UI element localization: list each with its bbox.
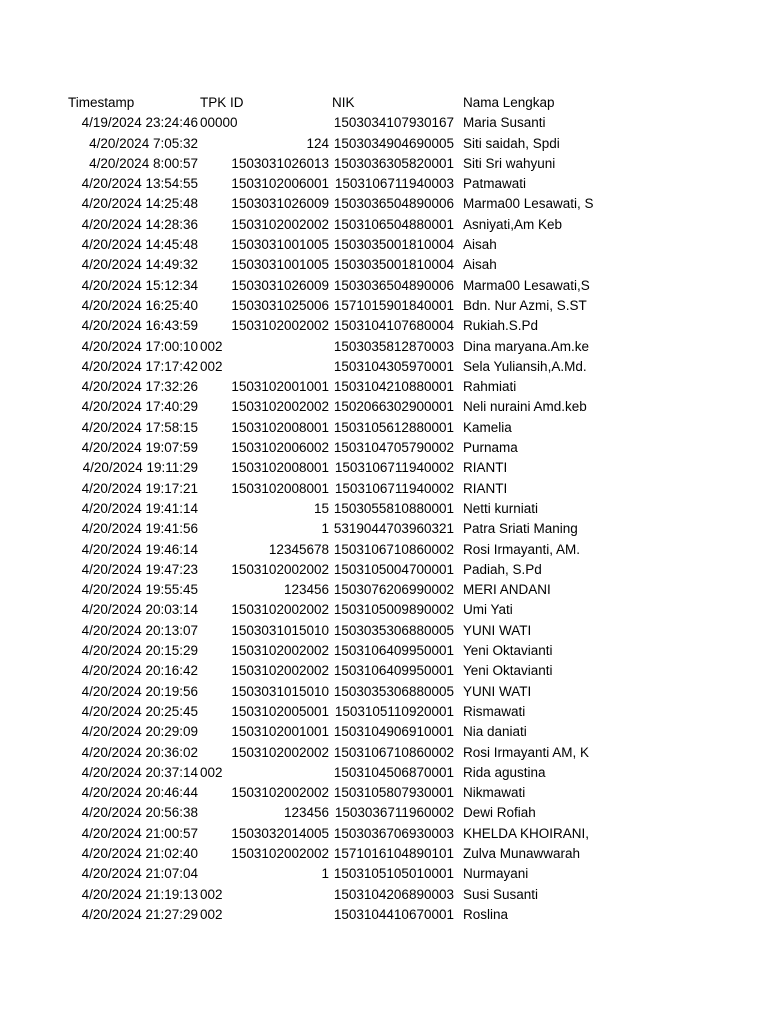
cell-tpk-id: 1503102001001	[231, 724, 329, 740]
cell-nama-lengkap: Susi Susanti	[463, 886, 539, 902]
cell-nama-lengkap: RIANTI	[463, 460, 508, 476]
table-row	[68, 418, 594, 438]
table-row	[68, 438, 594, 458]
cell-timestamp: 4/20/2024 17:00:10	[81, 338, 198, 354]
cell-tpk-id: 1	[321, 521, 329, 537]
cell-tpk-id: 002	[200, 886, 223, 902]
cell-tpk-id: 1503032014005	[231, 825, 329, 841]
cell-nama-lengkap: KHELDA KHOIRANI,	[463, 825, 590, 841]
cell-nama-lengkap: Sela Yuliansih,A.Md.	[463, 358, 587, 374]
cell-nik: 1503035001810004	[333, 237, 454, 253]
cell-tpk-id: 1503102002002	[231, 744, 329, 760]
cell-nama-lengkap: Maria Susanti	[463, 115, 546, 131]
cell-tpk-id: 002	[200, 338, 223, 354]
cell-tpk-id: 1503102008001	[231, 460, 329, 476]
cell-nik: 5319044703960321	[333, 521, 454, 537]
cell-nama-lengkap: Padiah, S.Pd	[463, 561, 542, 577]
table-row	[68, 621, 594, 641]
table-row	[68, 337, 594, 357]
cell-timestamp: 4/20/2024 8:00:57	[89, 155, 198, 171]
cell-timestamp: 4/20/2024 20:37:14	[81, 764, 198, 780]
cell-nama-lengkap: Siti saidah, Spdi	[463, 135, 560, 151]
table-row	[68, 479, 594, 499]
cell-nama-lengkap: YUNI WATI	[463, 683, 532, 699]
cell-nama-lengkap: Aisah	[463, 237, 497, 253]
cell-timestamp: 4/20/2024 21:02:40	[81, 845, 198, 861]
cell-tpk-id: 123456	[283, 582, 329, 598]
header-row	[68, 93, 594, 113]
cell-nama-lengkap: Bdn. Nur Azmi, S.ST	[463, 297, 587, 313]
cell-nik: 1503104906910001	[333, 724, 454, 740]
cell-timestamp: 4/20/2024 15:12:34	[81, 277, 198, 293]
cell-tpk-id: 1503102002002	[231, 602, 329, 618]
cell-nama-lengkap: Patra Sriati Maning	[463, 521, 578, 537]
cell-timestamp: 4/20/2024 21:19:13	[81, 886, 198, 902]
cell-nik: 1503106504880001	[333, 216, 454, 232]
cell-timestamp: 4/20/2024 21:00:57	[81, 825, 198, 841]
cell-tpk-id: 1503102002002	[231, 561, 329, 577]
cell-nik: 1503105105010001	[333, 866, 454, 882]
cell-tpk-id: 1503102002002	[231, 845, 329, 861]
header-nik: NIK	[332, 95, 355, 110]
cell-nama-lengkap: MERI ANDANI	[463, 582, 551, 598]
cell-tpk-id: 1503031025006	[231, 297, 329, 313]
cell-tpk-id: 1503102002002	[231, 785, 329, 801]
cell-nik: 1502066302900001	[333, 399, 454, 415]
cell-nama-lengkap: Zulva Munawwarah	[463, 845, 581, 861]
cell-timestamp: 4/20/2024 16:25:40	[81, 297, 198, 313]
cell-nama-lengkap: Purnama	[463, 440, 518, 456]
cell-nik: 1503035001810004	[333, 257, 454, 273]
cell-timestamp: 4/20/2024 20:15:29	[81, 643, 198, 659]
cell-timestamp: 4/20/2024 19:55:45	[81, 582, 198, 598]
table-row	[68, 458, 594, 478]
cell-nik: 1503034904690005	[333, 135, 454, 151]
cell-timestamp: 4/20/2024 14:45:48	[81, 237, 198, 253]
table-row	[68, 235, 594, 255]
cell-timestamp: 4/20/2024 13:54:55	[81, 176, 198, 192]
cell-tpk-id: 1503102002002	[231, 643, 329, 659]
cell-nik: 1571015901840001	[333, 297, 454, 313]
cell-nik: 1503055810880001	[333, 500, 454, 516]
cell-nik: 1503036504890006	[333, 277, 454, 293]
cell-timestamp: 4/20/2024 17:32:26	[81, 379, 198, 395]
cell-tpk-id: 1503102008001	[231, 480, 329, 496]
table-row	[68, 560, 594, 580]
cell-tpk-id: 124	[306, 135, 329, 151]
cell-timestamp: 4/20/2024 20:25:45	[81, 703, 198, 719]
cell-nik: 1503076206990002	[333, 582, 454, 598]
cell-nik: 1571016104890101	[333, 845, 454, 861]
cell-tpk-id: 1503031001005	[231, 237, 329, 253]
cell-tpk-id: 002	[200, 906, 223, 922]
cell-tpk-id: 1	[321, 866, 329, 882]
table-row	[68, 134, 594, 154]
table-row	[68, 905, 594, 925]
cell-nama-lengkap: Roslina	[463, 906, 509, 922]
cell-nama-lengkap: Rukiah.S.Pd	[463, 318, 539, 334]
cell-nik: 1503035306880005	[333, 683, 454, 699]
cell-timestamp: 4/20/2024 20:19:56	[81, 683, 198, 699]
cell-timestamp: 4/20/2024 16:43:59	[81, 318, 198, 334]
cell-nik: 1503104410670001	[333, 906, 454, 922]
cell-nik: 1503105110920001	[334, 703, 454, 719]
cell-tpk-id: 1503102002002	[231, 399, 329, 415]
cell-nama-lengkap: Rida agustina	[463, 764, 546, 780]
cell-nik: 1503035306880005	[333, 622, 454, 638]
table-row	[68, 174, 594, 194]
cell-nama-lengkap: RIANTI	[463, 480, 508, 496]
cell-timestamp: 4/20/2024 17:40:29	[81, 399, 198, 415]
cell-nama-lengkap: Nia daniati	[463, 724, 527, 740]
cell-nik: 1503104305970001	[333, 358, 454, 374]
table-row	[68, 600, 594, 620]
cell-nama-lengkap: Dewi Rofiah	[463, 805, 536, 821]
cell-timestamp: 4/20/2024 20:16:42	[81, 663, 198, 679]
cell-nik: 1503036706930003	[333, 825, 454, 841]
cell-nik: 1503105004700001	[333, 561, 454, 577]
cell-nama-lengkap: Nurmayani	[463, 866, 529, 882]
table-row	[68, 296, 594, 316]
cell-nik: 1503106409950001	[333, 643, 454, 659]
cell-tpk-id: 1503031026009	[231, 196, 329, 212]
cell-nama-lengkap: Umi Yati	[463, 602, 513, 618]
cell-tpk-id: 1503102005001	[231, 703, 329, 719]
cell-tpk-id: 1503102002002	[231, 216, 329, 232]
cell-timestamp: 4/20/2024 21:07:04	[81, 866, 198, 882]
cell-nik: 1503105807930001	[333, 785, 454, 801]
cell-nama-lengkap: Nikmawati	[463, 785, 526, 801]
cell-nik: 1503035812870003	[333, 338, 454, 354]
cell-tpk-id: 002	[200, 358, 223, 374]
table-row	[68, 641, 594, 661]
table-row	[68, 864, 594, 884]
cell-timestamp: 4/19/2024 23:24:46	[81, 115, 198, 131]
cell-timestamp: 4/20/2024 17:58:15	[81, 419, 198, 435]
table-row	[68, 885, 594, 905]
cell-tpk-id: 1503102008001	[231, 419, 329, 435]
header-nama-lengkap: Nama Lengkap	[463, 95, 555, 110]
table-row	[68, 113, 594, 133]
cell-nik: 1503034107930167	[333, 115, 454, 131]
cell-timestamp: 4/20/2024 17:17:42	[81, 358, 198, 374]
cell-tpk-id: 1503031015010	[231, 622, 329, 638]
header-timestamp: Timestamp	[68, 95, 135, 110]
cell-timestamp: 4/20/2024 20:03:14	[81, 602, 198, 618]
cell-nama-lengkap: Marma00 Lesawati,S	[463, 277, 590, 293]
cell-tpk-id: 1503031001005	[231, 257, 329, 273]
cell-nama-lengkap: Siti Sri wahyuni	[463, 155, 556, 171]
cell-nama-lengkap: Dina maryana.Am.ke	[463, 338, 590, 354]
table-row	[68, 722, 594, 742]
cell-nik: 1503104107680004	[333, 318, 454, 334]
table-row	[68, 844, 594, 864]
cell-nik: 1503036305820001	[333, 155, 454, 171]
cell-nama-lengkap: Patmawati	[463, 176, 527, 192]
header-tpk-id: TPK ID	[200, 95, 244, 110]
cell-nik: 1503105009890002	[333, 602, 454, 618]
cell-tpk-id: 002	[200, 764, 223, 780]
cell-timestamp: 4/20/2024 20:56:38	[81, 805, 198, 821]
table-row	[68, 377, 594, 397]
cell-timestamp: 4/20/2024 19:46:14	[81, 541, 198, 557]
cell-nik: 1503106711940002	[334, 460, 454, 476]
cell-timestamp: 4/20/2024 19:41:56	[81, 521, 198, 537]
cell-tpk-id: 1503031015010	[231, 683, 329, 699]
table-row	[68, 519, 594, 539]
table-row	[68, 803, 594, 823]
table-row	[68, 743, 594, 763]
table-row	[68, 397, 594, 417]
cell-nama-lengkap: Rosi Irmayanti AM, K	[463, 744, 590, 760]
cell-nik: 1503104506870001	[333, 764, 454, 780]
table-row	[68, 357, 594, 377]
table-row	[68, 154, 594, 174]
table-row	[68, 255, 594, 275]
cell-nik: 1503036711960002	[334, 805, 454, 821]
cell-nik: 1503106711940002	[334, 480, 454, 496]
cell-nik: 1503106711940003	[334, 176, 454, 192]
cell-nama-lengkap: Rosi Irmayanti, AM.	[463, 541, 581, 557]
cell-timestamp: 4/20/2024 19:17:21	[81, 480, 198, 496]
cell-timestamp: 4/20/2024 21:27:29	[81, 906, 198, 922]
cell-tpk-id: 123456	[283, 805, 329, 821]
cell-tpk-id: 1503102006002	[231, 440, 329, 456]
cell-nik: 1503036504890006	[333, 196, 454, 212]
table-body	[68, 113, 594, 925]
cell-nik: 1503106409950001	[333, 663, 454, 679]
cell-timestamp: 4/20/2024 14:49:32	[81, 257, 198, 273]
table-row	[68, 499, 594, 519]
cell-timestamp: 4/20/2024 14:25:48	[81, 196, 198, 212]
table-row	[68, 702, 594, 722]
cell-nama-lengkap: Rismawati	[463, 703, 526, 719]
cell-timestamp: 4/20/2024 19:41:14	[81, 500, 198, 516]
cell-nama-lengkap: Rahmiati	[463, 379, 517, 395]
cell-tpk-id: 1503031026013	[231, 155, 329, 171]
table-row	[68, 276, 594, 296]
cell-nama-lengkap: Marma00 Lesawati, S	[463, 196, 594, 212]
cell-tpk-id: 12345678	[268, 541, 329, 557]
cell-timestamp: 4/20/2024 20:46:44	[81, 785, 198, 801]
table-row	[68, 316, 594, 336]
cell-nik: 1503106710860002	[333, 541, 454, 557]
cell-nama-lengkap: Neli nuraini Amd.keb	[463, 399, 587, 415]
cell-timestamp: 4/20/2024 7:05:32	[89, 135, 198, 151]
table-row	[68, 661, 594, 681]
table-row	[68, 783, 594, 803]
cell-timestamp: 4/20/2024 20:36:02	[81, 744, 198, 760]
cell-nama-lengkap: Aisah	[463, 257, 497, 273]
cell-tpk-id: 00000	[200, 115, 238, 131]
cell-timestamp: 4/20/2024 20:29:09	[81, 724, 198, 740]
cell-timestamp: 4/20/2024 19:07:59	[81, 440, 198, 456]
cell-tpk-id: 1503102001001	[231, 379, 329, 395]
cell-tpk-id: 1503102002002	[231, 318, 329, 334]
cell-nik: 1503106710860002	[333, 744, 454, 760]
cell-nik: 1503104206890003	[333, 886, 454, 902]
table-row	[68, 763, 594, 783]
table-row	[68, 682, 594, 702]
cell-nama-lengkap: Yeni Oktavianti	[463, 643, 553, 659]
cell-nik: 1503104705790002	[333, 440, 454, 456]
table-row	[68, 580, 594, 600]
cell-nik: 1503104210880001	[333, 379, 454, 395]
cell-timestamp: 4/20/2024 14:28:36	[81, 216, 198, 232]
cell-tpk-id: 1503031026009	[231, 277, 329, 293]
spreadsheet-table	[68, 93, 594, 925]
cell-nama-lengkap: Yeni Oktavianti	[463, 663, 553, 679]
table-row	[68, 540, 594, 560]
cell-nama-lengkap: Asniyati,Am Keb	[463, 216, 563, 232]
cell-tpk-id: 1503102006001	[231, 176, 329, 192]
cell-timestamp: 4/20/2024 19:11:29	[82, 460, 198, 476]
table-row	[68, 215, 594, 235]
cell-tpk-id: 15	[313, 500, 329, 516]
table-row	[68, 824, 594, 844]
cell-nama-lengkap: Netti kurniati	[463, 500, 539, 516]
cell-nama-lengkap: YUNI WATI	[463, 622, 532, 638]
cell-tpk-id: 1503102002002	[231, 663, 329, 679]
cell-timestamp: 4/20/2024 19:47:23	[81, 561, 198, 577]
table-row	[68, 194, 594, 214]
cell-timestamp: 4/20/2024 20:13:07	[81, 622, 198, 638]
cell-nik: 1503105612880001	[333, 419, 454, 435]
cell-nama-lengkap: Kamelia	[463, 419, 512, 435]
